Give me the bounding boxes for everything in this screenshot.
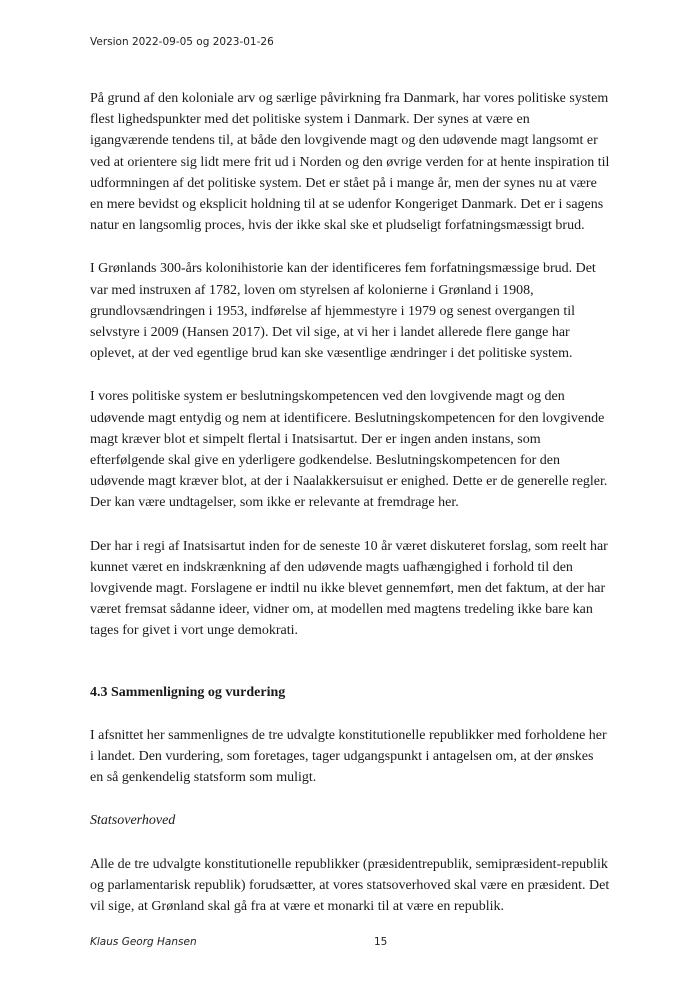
body-paragraph-1: På grund af den koloniale arv og særlige påvirkning fra Danmark, har vores politiske system flest lighedspunkter med det politiske system i Danmark. Der synes at være en igangværende tendens til, at både den lovgivende magt og den udøvende magt langsomt er ved at orientere sig lidt mere frit ud i Norden og den øvrige verden for at hente inspiration til udformningen af det politiske system. Det er stået på i mange år, men der synes nu at være en mere bevidst og eksplicit holdning til at se udenfor Kongeriget Danmark. Det er i sagens natur en langsomlig proces, hvis der ikke skal ske et pludseligt forfatningsmæssigt brud.: [90, 91, 610, 234]
statsoverhoved-paragraph: Alle de tre udvalgte konstitutionelle republikker (præsidentrepublik, semipræsident-republik og parlamentarisk republik) forudsætter, at vores statsoverhoved skal være en præsident. Det vil sige, at Grønland skal gå fra at være et monarki til at være en republik.: [90, 856, 610, 915]
document-body: [90, 88, 610, 939]
body-paragraph-4: Der har i regi af Inatsisartut inden for de seneste 10 år været diskuteret forslag, som reelt har kunnet været en indskrænkning af den udøvende magts uafhængighed i forhold til den lovgivende magt. Forslagene er indtil nu ikke blevet gennemført, men det faktum, at der har været fremsat sådanne ideer, vidner om, at modellen med magtens tredeling ikke bare kan tages for givet i vort unge demokrati.: [90, 538, 608, 639]
page-number: 15: [374, 936, 388, 948]
section-heading: 4.3 Sammenligning og vurdering: [90, 684, 286, 700]
body-paragraph-3: I vores politiske system er beslutningskompetencen ved den lovgivende magt og den udøvende magt entydig og nem at identificere. Beslutningskompetencen for den lovgivende magt kræver blot et simpelt flertal i Inatsisartut. Der er ingen anden instans, som efterfølgende skal give en yderligere godkendelse. Beslutningskompetencen for den udøvende magt kræver blot, at der i Naalakkersuisut er enighed. Dette er de generelle regler. Der kan være undtagelser, som ikke er relevante at fremdrage her.: [90, 389, 608, 511]
footer-author: Klaus Georg Hansen: [90, 936, 197, 948]
page-header-version: Version 2022-09-05 og 2023-01-26: [90, 36, 274, 48]
subheading-statsoverhoved: Statsoverhoved: [90, 813, 176, 829]
body-paragraph-2: I Grønlands 300-års kolonihistorie kan der identificeres fem forfatningsmæssige brud. Det var med instruxen af 1782, loven om styrelsen af kolonierne i Grønland i 1908, grundlovsændringen i 1953, indførelse af hjemmestyre i 1979 og senest overgangen til selvstyre i 2009 (Hansen 2017). Det vil sige, at vi her i landet allerede flere gange har oplevet, at der ved egentlige brud kan ske væsentlige ændringer i det politiske system.: [90, 261, 596, 362]
section-intro-paragraph: I afsnittet her sammenlignes de tre udvalgte konstitutionelle republikker med forholdene her i landet. Den vurdering, som foretages, tager udgangspunkt i antagelsen om, at der ønskes en så genkendelig statsform som muligt.: [90, 727, 607, 786]
